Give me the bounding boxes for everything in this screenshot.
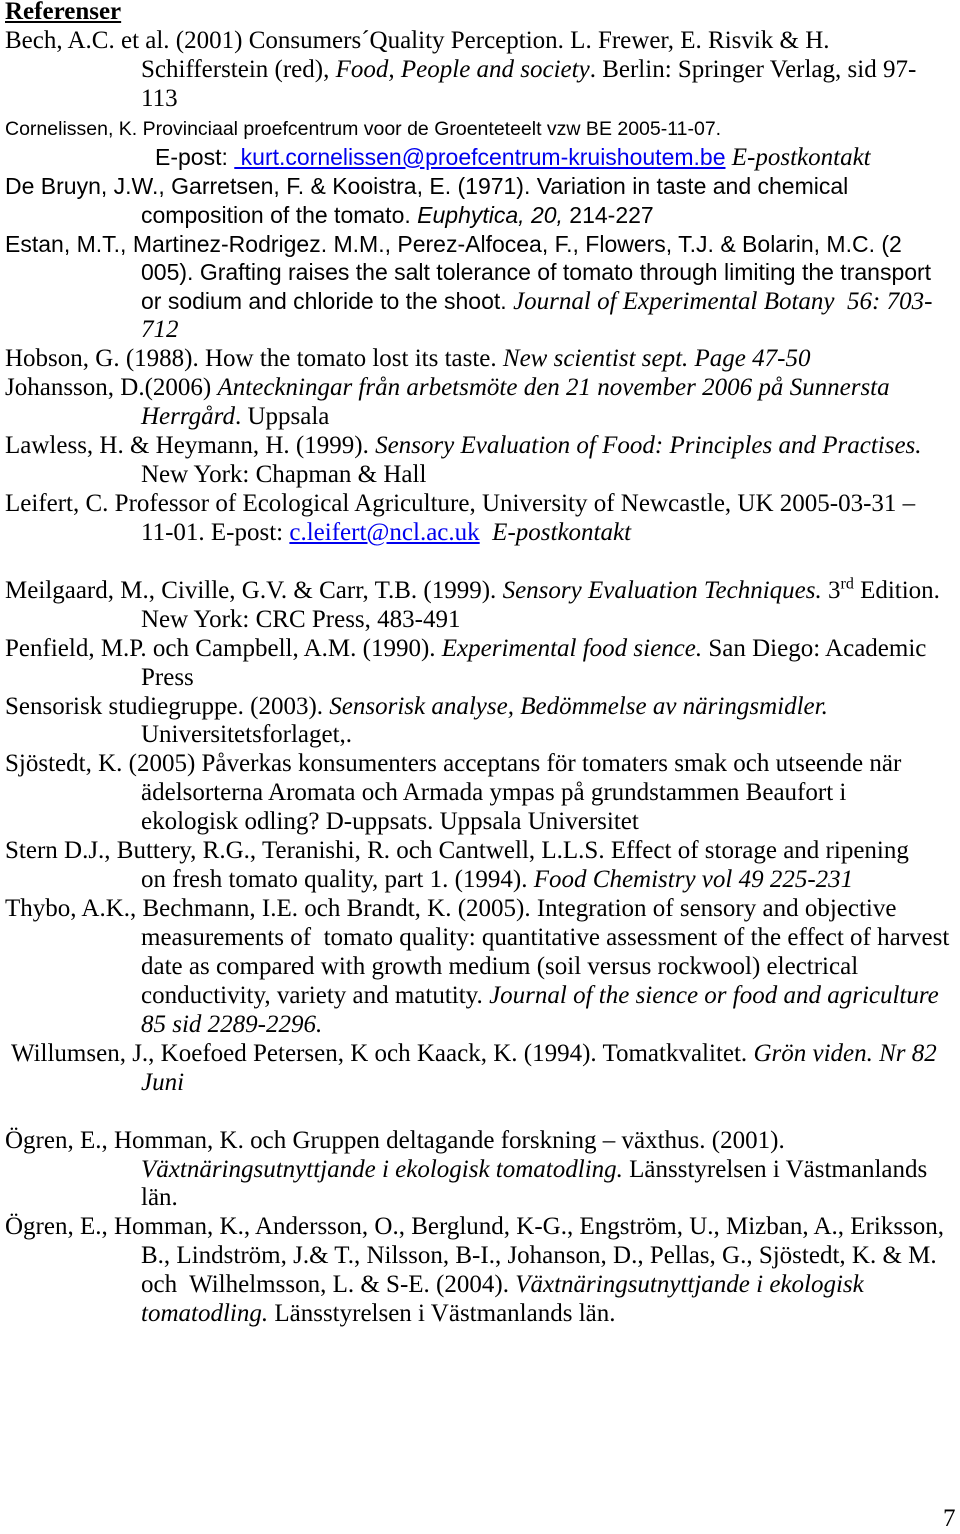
email-link[interactable]: kurt.cornelissen@proefcentrum-kruishoutem.be <box>234 143 726 170</box>
reference-line <box>5 403 960 432</box>
reference-entry <box>5 345 960 374</box>
reference-text: och Wilhelmsson, L. & S-E. (2004). <box>141 1271 516 1299</box>
reference-title: Journal of the sience or food and agriculture <box>489 981 939 1009</box>
reference-line <box>5 664 960 693</box>
reference-text: Sensorisk studiegruppe. (2003). <box>5 692 330 720</box>
reference-line <box>5 201 960 230</box>
reference-title: New scientist sept. Page 47-50 <box>502 345 811 373</box>
reference-title: Journal of Experimental Botany 56: 703- <box>513 288 933 316</box>
reference-line <box>5 461 960 490</box>
reference-text: Leifert, C. Professor of Ecological Agriculture, University of Newcastle, UK 2005-03-31 – <box>5 489 916 517</box>
reference-line <box>5 230 960 259</box>
reference-line <box>5 837 960 866</box>
reference-line <box>5 866 960 895</box>
reference-entry <box>5 432 960 490</box>
reference-line <box>5 287 960 316</box>
reference-line <box>5 982 960 1011</box>
reference-text: E-post: <box>155 143 235 170</box>
reference-line <box>5 1156 960 1185</box>
reference-title: 712 <box>141 316 179 344</box>
reference-line <box>5 635 960 664</box>
reference-title: Växtnäringsutnyttjande i ekologisk tomatodling. <box>141 1155 623 1183</box>
reference-line <box>5 1069 960 1098</box>
reference-title: Food Chemistry vol 49 225-231 <box>533 866 854 894</box>
reference-text: Willumsen, J., Koefoed Petersen, K och Kaack, K. (1994). Tomatkvalitet. <box>11 1039 754 1067</box>
reference-line <box>5 808 960 837</box>
reference-line <box>5 721 960 750</box>
reference-line <box>5 490 960 519</box>
reference-text: measurements of tomato quality: quantitative assessment of the effect of harvest <box>141 924 950 951</box>
reference-entry <box>5 750 960 837</box>
blank-line <box>5 1098 960 1127</box>
reference-text: ekologisk odling? D-uppsats. Uppsala Universitet <box>141 808 639 836</box>
reference-text: San Diego: Academic <box>702 634 927 662</box>
reference-text: Sjöstedt, K. (2005) Påverkas konsumenters acceptans för tomaters smak och utseende när <box>5 750 902 778</box>
reference-title: Sensorisk analyse, Bedömmelse av näringsmidler. <box>329 692 828 720</box>
reference-text: Hobson, G. (1988). How the tomato lost its taste. <box>5 345 503 373</box>
reference-entry <box>5 635 960 693</box>
reference-line <box>5 316 960 345</box>
email-link[interactable]: c.leifert@ncl.ac.uk <box>289 518 480 546</box>
reference-line <box>5 693 960 722</box>
reference-title: 85 sid 2289-2296. <box>141 1010 323 1038</box>
reference-title: Grön viden. Nr 82 <box>753 1039 937 1067</box>
page-number: 7 <box>943 1505 956 1532</box>
reference-text: Ögren, E., Homman, K., Andersson, O., Berglund, K-G., Engström, U., Mizban, A., Eriksson, <box>5 1213 945 1241</box>
reference-line <box>5 924 960 953</box>
superscript: rd <box>840 575 854 593</box>
reference-title: Växtnäringsutnyttjande i ekologisk <box>515 1271 864 1299</box>
reference-text: Penfield, M.P. och Campbell, A.M. (1990). <box>5 634 442 662</box>
reference-line <box>5 345 960 374</box>
reference-line <box>5 953 960 982</box>
reference-line <box>5 27 960 56</box>
reference-line <box>5 1242 960 1271</box>
reference-text: on fresh tomato quality, part 1. (1994). <box>141 866 534 894</box>
reference-title: Anteckningar från arbetsmöte den 21 november 2006 på Sunnersta <box>217 374 890 402</box>
reference-text: Stern D.J., Buttery, R.G., Teranishi, R. och Cantwell, L.L.S. Effect of storage and ripening <box>5 837 909 865</box>
reference-text: composition of the tomato. <box>141 201 418 228</box>
reference-label: E-postkontakt <box>479 518 632 546</box>
reference-entry <box>5 374 960 432</box>
reference-text: . Berlin: Springer Verlag, sid 97- <box>589 55 917 83</box>
reference-entry <box>5 1040 960 1098</box>
reference-text: Universitetsforlaget,. <box>141 721 353 749</box>
reference-text: Länsstyrelsen i Västmanlands <box>622 1155 928 1183</box>
reference-title: Experimental food sience. <box>441 634 703 662</box>
reference-text: 11-01. E-post: <box>141 518 290 546</box>
reference-text: 3 <box>821 576 841 604</box>
reference-text: län. <box>141 1184 178 1212</box>
reference-line <box>5 1040 960 1069</box>
reference-line <box>5 519 960 548</box>
reference-text: New York: CRC Press, 483-491 <box>141 605 461 633</box>
reference-line <box>5 1300 960 1329</box>
reference-text: B., Lindström, J.& T., Nilsson, B-I., Johanson, D., Pellas, G., Sjöstedt, K. & M. <box>141 1242 937 1270</box>
reference-line <box>5 779 960 808</box>
reference-title: Sensory Evaluation Techniques. <box>502 576 822 604</box>
reference-line <box>5 374 960 403</box>
page-heading: Referenser <box>5 0 122 25</box>
reference-entry <box>5 577 960 635</box>
reference-text: 113 <box>141 84 178 112</box>
reference-title: Euphytica, 20, <box>417 201 563 228</box>
reference-text: De Bruyn, J.W., Garretsen, F. & Kooistra, E. (1971). Variation in taste and chemical <box>5 172 849 199</box>
reference-line <box>5 432 960 461</box>
reference-entry <box>5 27 960 114</box>
reference-line <box>5 1271 960 1300</box>
reference-entry <box>5 172 960 230</box>
reference-title: Sensory Evaluation of Food: Principles and Practises. <box>375 432 922 460</box>
reference-text: 005). Grafting raises the salt tolerance of tomato through limiting the transport <box>141 259 932 286</box>
reference-entry <box>5 490 960 548</box>
reference-entry <box>5 1127 960 1214</box>
reference-line <box>5 85 960 114</box>
reference-line <box>5 258 960 287</box>
reference-text: Meilgaard, M., Civille, G.V. & Carr, T.B. (1999). <box>5 576 503 604</box>
reference-text: Press <box>141 663 194 691</box>
reference-text: Ögren, E., Homman, K. och Gruppen deltagande forskning – växthus. (2001). <box>5 1126 785 1154</box>
reference-entry <box>5 1213 960 1329</box>
reference-line <box>5 1213 960 1242</box>
reference-line <box>5 1184 960 1213</box>
reference-text: Edition. <box>853 576 940 604</box>
reference-line <box>5 1011 960 1040</box>
reference-title: tomatodling. <box>141 1300 269 1328</box>
reference-text: ädelsorterna Aromata och Armada ympas på grundstammen Beaufort i <box>141 779 847 807</box>
blank-line <box>5 548 960 577</box>
reference-text: Bech, A.C. et al. (2001) Consumers´Quality Perception. L. Frewer, E. Risvik & H. <box>5 26 830 54</box>
reference-line <box>5 56 960 85</box>
reference-title: Food, People and society <box>335 55 590 83</box>
reference-line <box>5 606 960 635</box>
reference-line <box>5 172 960 201</box>
reference-text: 214-227 <box>562 201 654 228</box>
reference-line <box>5 1127 960 1156</box>
reference-entry <box>5 114 960 172</box>
reference-label: E-postkontakt <box>725 143 871 171</box>
reference-text: Länsstyrelsen i Västmanlands län. <box>268 1300 616 1328</box>
reference-line <box>5 143 960 172</box>
reference-text: . Uppsala <box>234 403 330 431</box>
reference-text: Cornelissen, K. Provinciaal proefcentrum voor de Groenteteelt vzw BE 2005-11-07. <box>5 117 722 140</box>
reference-title: Herrgård <box>141 403 235 431</box>
reference-entry <box>5 895 960 1040</box>
reference-line <box>5 895 960 924</box>
reference-text: Estan, M.T., Martinez-Rodrigez. M.M., Perez-Alfocea, F., Flowers, T.J. & Bolarin, M.C. (2 <box>5 230 902 257</box>
reference-entry <box>5 693 960 751</box>
reference-text: conductivity, variety and matutity. <box>141 981 490 1009</box>
reference-text: Thybo, A.K., Bechmann, I.E. och Brandt, K. (2005). Integration of sensory and objective <box>5 895 897 923</box>
reference-text: date as compared with growth medium (soil versus rockwool) electrical <box>141 952 859 980</box>
reference-text: New York: Chapman & Hall <box>141 461 427 488</box>
reference-text: Schifferstein (red), <box>141 55 336 83</box>
reference-line <box>5 114 960 143</box>
reference-line <box>5 577 960 606</box>
reference-list <box>5 0 960 1329</box>
reference-text: Johansson, D.(2006) <box>5 374 218 402</box>
reference-text: Lawless, H. & Heymann, H. (1999). <box>5 432 376 460</box>
reference-entry <box>5 230 960 346</box>
reference-line <box>5 750 960 779</box>
reference-text: or sodium and chloride to the shoot. <box>141 288 514 315</box>
reference-title: Juni <box>141 1068 185 1096</box>
reference-entry <box>5 837 960 895</box>
